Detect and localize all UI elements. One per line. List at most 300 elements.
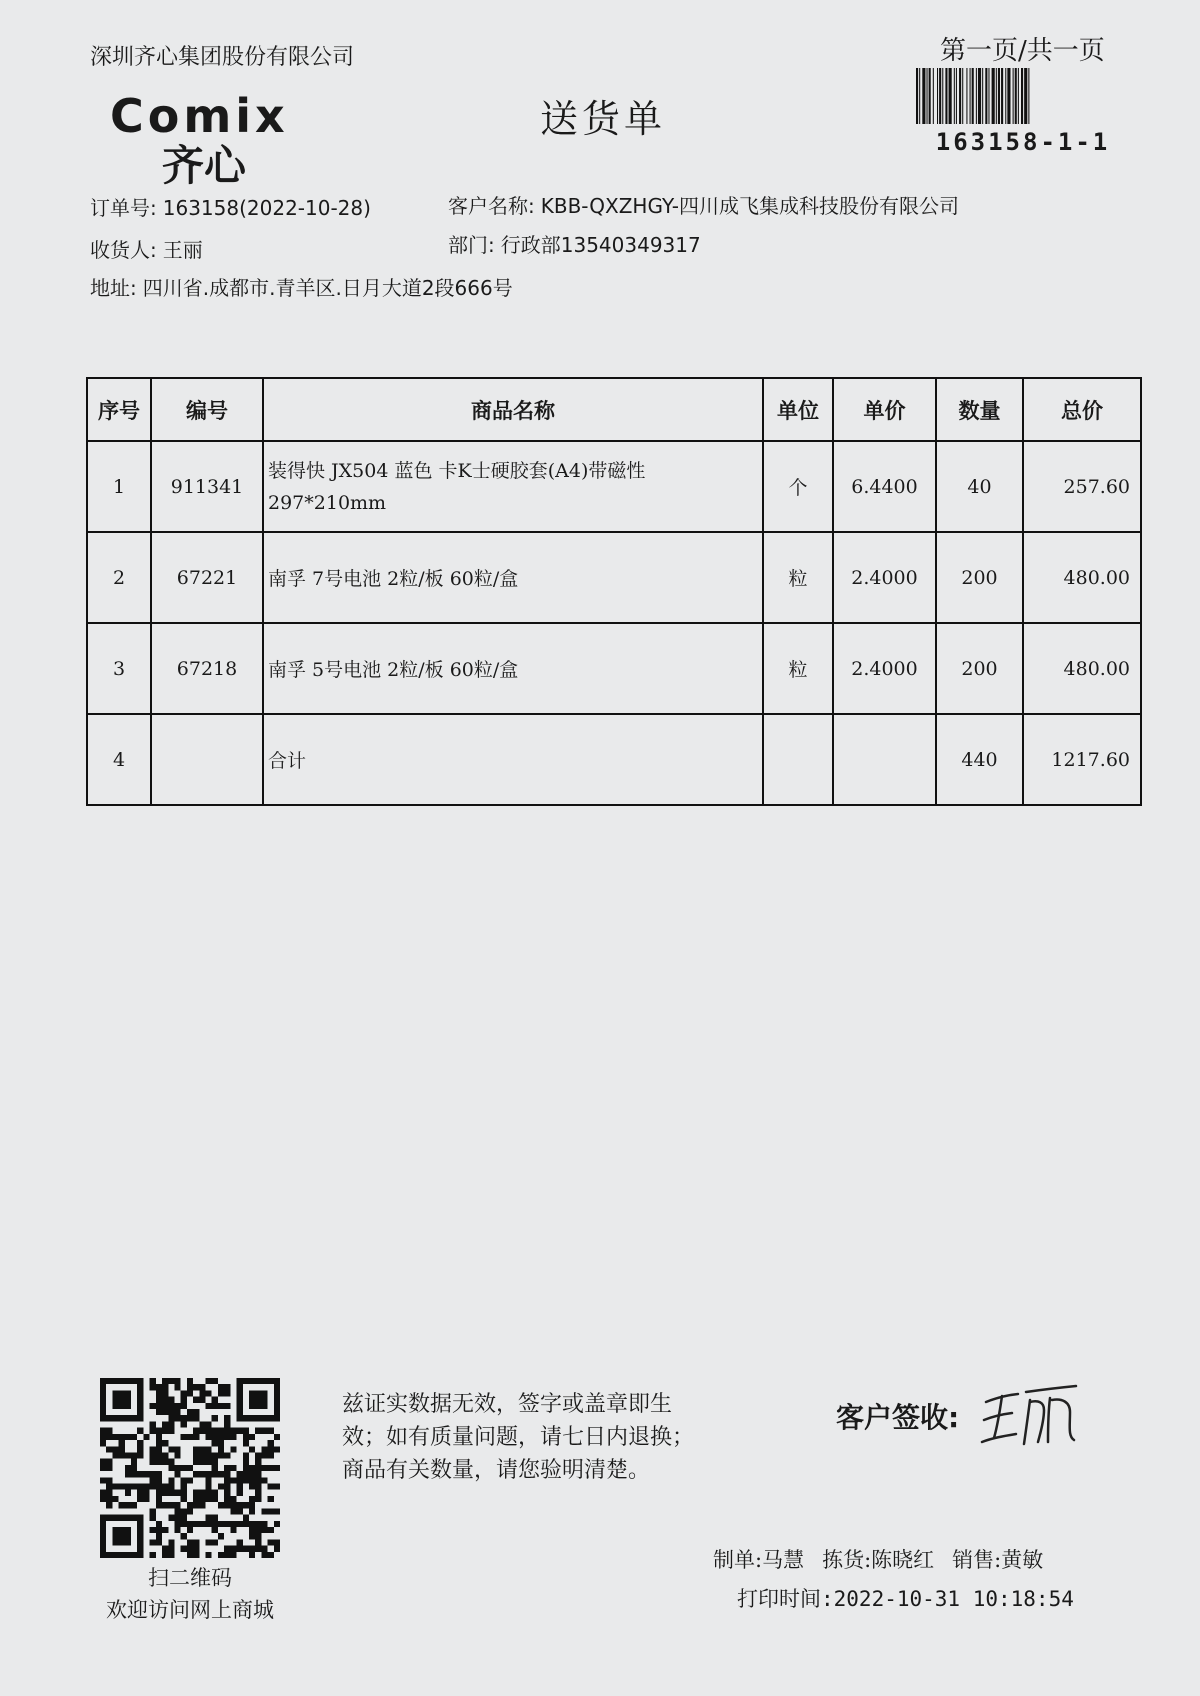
qr-module (274, 1434, 280, 1440)
qr-finder (249, 1390, 268, 1409)
cell-code: 911341 (151, 441, 263, 532)
qr-module (212, 1378, 218, 1384)
barcode-bar (976, 68, 977, 124)
qr-module (206, 1490, 212, 1496)
qr-module (187, 1409, 193, 1415)
qr-module (199, 1421, 205, 1427)
qr-module (237, 1546, 243, 1552)
qr-module (274, 1508, 280, 1514)
qr-module (119, 1434, 125, 1440)
qr-module (181, 1390, 187, 1396)
qr-module (218, 1434, 224, 1440)
qr-module (100, 1428, 106, 1434)
qr-module (181, 1484, 187, 1490)
qr-module (218, 1502, 224, 1508)
qr-module (193, 1490, 199, 1496)
qr-module (137, 1446, 143, 1452)
qr-module (212, 1415, 218, 1421)
notice-text (342, 1388, 742, 1487)
qr-module (212, 1434, 218, 1440)
qr-module (174, 1521, 180, 1527)
qr-module (174, 1415, 180, 1421)
qr-module (268, 1552, 274, 1558)
barcode-bar (998, 68, 1000, 124)
qr-module (212, 1459, 218, 1465)
qr-module (181, 1496, 187, 1502)
qr-module (206, 1459, 212, 1465)
barcode-bar (988, 68, 989, 124)
qr-module (119, 1502, 125, 1508)
barcode-bar (1028, 68, 1029, 124)
qr-module (187, 1390, 193, 1396)
qr-module (174, 1452, 180, 1458)
qr-module (199, 1496, 205, 1502)
qr-module (230, 1508, 236, 1514)
qr-caption-welcome: 欢迎访问网上商城 (106, 1598, 274, 1622)
department (448, 229, 701, 258)
qr-module (199, 1502, 205, 1508)
header-total: 总价 (1023, 378, 1141, 441)
qr-module (212, 1539, 218, 1545)
cell-unit: 粒 (763, 532, 833, 623)
order-label: 订单号: (90, 196, 157, 220)
qr-module (218, 1484, 224, 1490)
qr-module (137, 1490, 143, 1496)
qr-module (261, 1552, 267, 1558)
qr-module (181, 1403, 187, 1409)
order-value: 163158(2022-10-28) (162, 196, 371, 220)
qr-module (162, 1378, 168, 1384)
qr-module (274, 1446, 280, 1452)
qr-code[interactable] (100, 1378, 280, 1558)
qr-module (261, 1465, 267, 1471)
header-price: 单价 (833, 378, 936, 441)
qr-module (125, 1502, 131, 1508)
qr-module (181, 1421, 187, 1427)
qr-module (174, 1403, 180, 1409)
qr-module (106, 1502, 112, 1508)
qr-module (218, 1521, 224, 1527)
qr-module (237, 1490, 243, 1496)
cell-qty: 440 (936, 714, 1023, 805)
qr-module (243, 1459, 249, 1465)
qr-module (162, 1459, 168, 1465)
qr-module (168, 1539, 174, 1545)
qr-module (206, 1390, 212, 1396)
qr-module (168, 1428, 174, 1434)
qr-module (268, 1446, 274, 1452)
barcode-bar (939, 68, 941, 124)
qr-module (255, 1521, 261, 1527)
qr-module (112, 1496, 118, 1502)
qr-module (181, 1490, 187, 1496)
qr-module (212, 1452, 218, 1458)
qr-module (243, 1521, 249, 1527)
qr-caption (60, 1562, 320, 1626)
qr-module (206, 1428, 212, 1434)
barcode-bar (1013, 68, 1014, 124)
qr-module (156, 1496, 162, 1502)
cell-qty: 40 (936, 441, 1023, 532)
qr-module (143, 1490, 149, 1496)
qr-module (106, 1434, 112, 1440)
qr-module (218, 1552, 224, 1558)
qr-module (268, 1440, 274, 1446)
address-value: 四川省.成都市.青羊区.日月大道2段666号 (142, 276, 513, 300)
qr-module (150, 1421, 156, 1427)
qr-module (181, 1434, 187, 1440)
qr-module (199, 1471, 205, 1477)
qr-module (150, 1428, 156, 1434)
qr-module (131, 1502, 137, 1508)
qr-module (224, 1484, 230, 1490)
barcode-bar (916, 68, 918, 124)
qr-module (137, 1471, 143, 1477)
comix-logo (110, 92, 340, 187)
qr-module (224, 1521, 230, 1527)
qr-module (187, 1521, 193, 1527)
qr-module (193, 1459, 199, 1465)
customer-value: KBB-QXZHGY-四川成飞集成科技股份有限公司 (540, 194, 960, 218)
qr-module (249, 1533, 255, 1539)
qr-module (106, 1490, 112, 1496)
table-row (87, 532, 1141, 623)
barcode (915, 68, 1128, 124)
notice-line: 兹证实数据无效，签字或盖章即生 (342, 1392, 673, 1417)
qr-module (106, 1496, 112, 1502)
qr-module (193, 1471, 199, 1477)
qr-module (224, 1403, 230, 1409)
customer-label: 客户名称: (448, 194, 535, 218)
qr-module (156, 1434, 162, 1440)
qr-module (168, 1409, 174, 1415)
qr-module (237, 1521, 243, 1527)
qr-module (137, 1484, 143, 1490)
header-code: 编号 (151, 378, 263, 441)
qr-module (125, 1471, 131, 1477)
qr-module (199, 1446, 205, 1452)
barcode-bar (996, 68, 997, 124)
barcode-bar (929, 68, 931, 124)
qr-module (150, 1452, 156, 1458)
qr-module (255, 1452, 261, 1458)
qr-module (249, 1434, 255, 1440)
qr-module (156, 1403, 162, 1409)
barcode-bar (937, 68, 938, 124)
qr-module (131, 1452, 137, 1458)
logo-subtext: 齐心 (162, 141, 247, 187)
qr-module (156, 1452, 162, 1458)
header-qty: 数量 (936, 378, 1023, 441)
page-indicator: 第一页/共一页 (940, 36, 1105, 66)
qr-module (218, 1384, 224, 1390)
qr-module (181, 1546, 187, 1552)
qr-module (156, 1390, 162, 1396)
qr-module (174, 1508, 180, 1514)
qr-module (168, 1484, 174, 1490)
qr-module (199, 1384, 205, 1390)
qr-module (181, 1465, 187, 1471)
qr-module (150, 1508, 156, 1514)
qr-module (249, 1527, 255, 1533)
qr-module (156, 1446, 162, 1452)
qr-module (193, 1409, 199, 1415)
address (90, 272, 513, 301)
logo-text: Comix (110, 92, 289, 143)
qr-module (181, 1508, 187, 1514)
qr-module (162, 1428, 168, 1434)
qr-module (106, 1477, 112, 1483)
table-row (87, 714, 1141, 805)
qr-module (162, 1490, 168, 1496)
qr-module (150, 1403, 156, 1409)
sales: 销售:黄敏 (952, 1548, 1044, 1572)
qr-module (206, 1403, 212, 1409)
barcode-bar (1018, 68, 1019, 124)
qr-module (162, 1440, 168, 1446)
barcode-bar (954, 68, 955, 124)
qr-module (174, 1378, 180, 1384)
qr-module (150, 1378, 156, 1384)
qr-module (268, 1539, 274, 1545)
qr-module (156, 1490, 162, 1496)
qr-module (100, 1496, 106, 1502)
qr-module (174, 1490, 180, 1496)
qr-module (193, 1552, 199, 1558)
qr-module (255, 1539, 261, 1545)
qr-module (224, 1434, 230, 1440)
qr-module (206, 1446, 212, 1452)
qr-module (249, 1484, 255, 1490)
barcode-bar (1001, 68, 1003, 124)
qr-module (131, 1484, 137, 1490)
qr-module (224, 1552, 230, 1558)
qr-module (212, 1496, 218, 1502)
barcode-bar (962, 68, 963, 124)
dept-value: 行政部13540349317 (500, 233, 701, 257)
qr-module (143, 1496, 149, 1502)
barcode-bar (933, 68, 934, 124)
table-row (87, 623, 1141, 714)
qr-module (156, 1428, 162, 1434)
qr-module (162, 1546, 168, 1552)
barcode-bar (927, 68, 928, 124)
qr-module (137, 1428, 143, 1434)
qr-module (137, 1496, 143, 1502)
qr-module (112, 1434, 118, 1440)
qr-module (243, 1465, 249, 1471)
qr-module (218, 1428, 224, 1434)
qr-module (199, 1397, 205, 1403)
cell-price: 2.4000 (833, 532, 936, 623)
qr-module (268, 1484, 274, 1490)
qr-module (193, 1415, 199, 1421)
qr-module (125, 1490, 131, 1496)
qr-module (119, 1452, 125, 1458)
qr-module (156, 1384, 162, 1390)
qr-module (131, 1471, 137, 1477)
items-table (86, 377, 1142, 806)
qr-module (193, 1397, 199, 1403)
qr-module (168, 1397, 174, 1403)
qr-module (199, 1521, 205, 1527)
cell-unit (763, 714, 833, 805)
qr-module (249, 1446, 255, 1452)
qr-module (156, 1539, 162, 1545)
staff-line (713, 1544, 1043, 1574)
barcode-bar (1005, 68, 1006, 124)
qr-module (261, 1521, 267, 1527)
qr-module (206, 1434, 212, 1440)
cell-total: 257.60 (1023, 441, 1141, 532)
qr-module (243, 1471, 249, 1477)
barcode-bar (945, 68, 947, 124)
qr-module (112, 1484, 118, 1490)
qr-module (274, 1484, 280, 1490)
qr-module (268, 1527, 274, 1533)
qr-module (106, 1446, 112, 1452)
qr-module (162, 1409, 168, 1415)
qr-module (261, 1477, 267, 1483)
qr-module (206, 1471, 212, 1477)
qr-module (187, 1465, 193, 1471)
qr-module (218, 1533, 224, 1539)
qr-module (199, 1452, 205, 1458)
qr-module (187, 1546, 193, 1552)
qr-module (193, 1452, 199, 1458)
qr-module (243, 1434, 249, 1440)
qr-module (162, 1403, 168, 1409)
barcode-bar (922, 68, 925, 124)
qr-module (224, 1452, 230, 1458)
barcode-bar (972, 68, 974, 124)
qr-module (174, 1471, 180, 1477)
cell-price: 2.4000 (833, 623, 936, 714)
qr-module (119, 1446, 125, 1452)
cell-unit: 个 (763, 441, 833, 532)
qr-module (268, 1452, 274, 1458)
qr-module (224, 1428, 230, 1434)
table-header-row (87, 378, 1141, 441)
qr-module (112, 1452, 118, 1458)
qr-module (212, 1397, 218, 1403)
qr-module (181, 1477, 187, 1483)
qr-module (224, 1465, 230, 1471)
qr-module (193, 1539, 199, 1545)
qr-module (237, 1471, 243, 1477)
qr-module (193, 1496, 199, 1502)
qr-module (106, 1465, 112, 1471)
qr-module (150, 1484, 156, 1490)
receiver-label: 收货人: (90, 238, 157, 262)
qr-module (106, 1459, 112, 1465)
qr-module (237, 1477, 243, 1483)
table-row (87, 441, 1141, 532)
qr-module (243, 1477, 249, 1483)
qr-module (218, 1452, 224, 1458)
cell-no: 1 (87, 441, 151, 532)
qr-module (143, 1471, 149, 1477)
qr-module (150, 1539, 156, 1545)
qr-module (168, 1465, 174, 1471)
qr-module (143, 1434, 149, 1440)
qr-module (193, 1434, 199, 1440)
qr-module (168, 1415, 174, 1421)
qr-module (224, 1384, 230, 1390)
cell-code (151, 714, 263, 805)
qr-module (100, 1440, 106, 1446)
qr-module (162, 1452, 168, 1458)
qr-module (249, 1471, 255, 1477)
qr-module (206, 1521, 212, 1527)
qr-module (255, 1527, 261, 1533)
cell-total: 480.00 (1023, 532, 1141, 623)
qr-module (261, 1546, 267, 1552)
qr-module (255, 1546, 261, 1552)
qr-module (218, 1390, 224, 1396)
qr-module (230, 1502, 236, 1508)
barcode-bar (919, 68, 920, 124)
qr-module (100, 1465, 106, 1471)
qr-module (249, 1496, 255, 1502)
company-name: 深圳齐心集团股份有限公司 (90, 45, 355, 70)
print-time: 打印时间:2022-10-31 10:18:54 (737, 1587, 1074, 1611)
qr-module (255, 1465, 261, 1471)
qr-module (174, 1409, 180, 1415)
qr-module (174, 1515, 180, 1521)
qr-module (218, 1446, 224, 1452)
qr-module (230, 1527, 236, 1533)
qr-module (156, 1459, 162, 1465)
header-no: 序号 (87, 378, 151, 441)
qr-module (224, 1490, 230, 1496)
qr-module (224, 1415, 230, 1421)
qr-module (137, 1440, 143, 1446)
qr-module (261, 1446, 267, 1452)
qr-module (156, 1527, 162, 1533)
receiver-value: 王丽 (162, 238, 203, 262)
qr-module (249, 1552, 255, 1558)
qr-module (156, 1521, 162, 1527)
qr-module (224, 1502, 230, 1508)
qr-module (162, 1397, 168, 1403)
qr-module (230, 1465, 236, 1471)
cell-price (833, 714, 936, 805)
qr-module (162, 1552, 168, 1558)
qr-module (162, 1384, 168, 1390)
cell-name: 装得快 JX504 蓝色 卡K士硬胶套(A4)带磁性 297*210mm (263, 441, 763, 532)
qr-module (230, 1434, 236, 1440)
barcode-bar (966, 68, 967, 124)
qr-module (193, 1384, 199, 1390)
qr-module (249, 1521, 255, 1527)
qr-module (168, 1459, 174, 1465)
qr-module (243, 1452, 249, 1458)
qr-module (168, 1421, 174, 1427)
cell-no: 2 (87, 532, 151, 623)
qr-module (156, 1440, 162, 1446)
qr-module (268, 1428, 274, 1434)
qr-module (168, 1546, 174, 1552)
qr-module (168, 1378, 174, 1384)
qr-module (249, 1508, 255, 1514)
qr-module (100, 1459, 106, 1465)
qr-module (243, 1502, 249, 1508)
qr-module (255, 1428, 261, 1434)
qr-module (150, 1552, 156, 1558)
qr-finder (112, 1390, 131, 1409)
qr-module (268, 1465, 274, 1471)
